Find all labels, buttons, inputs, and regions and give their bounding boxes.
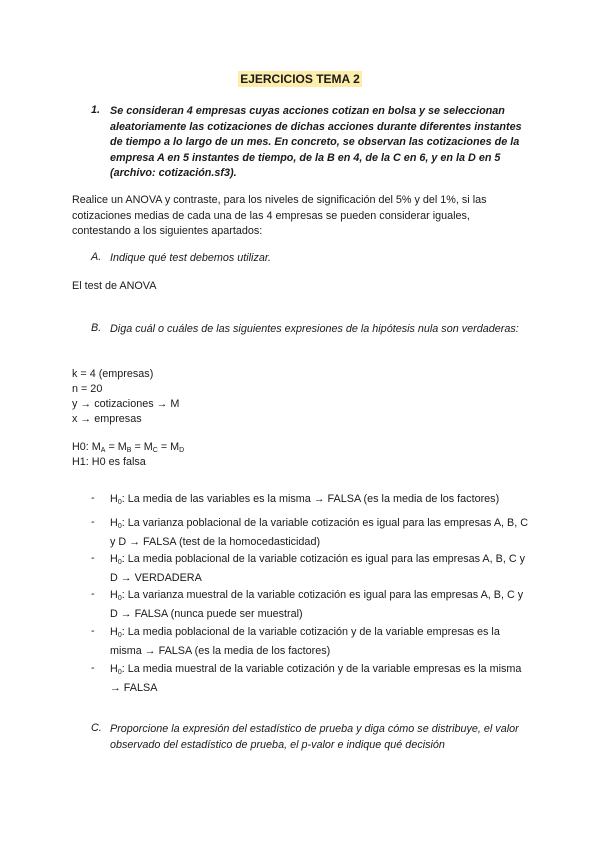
x-line: x → empresas: [72, 413, 142, 425]
n-line: n = 20: [72, 383, 103, 395]
part-a-letter: A.: [91, 251, 102, 263]
list-item: $H_0$: La media poblacional de la variable cotización es igual para las empresas A, B, C y D → VERDADERA: [110, 553, 526, 584]
list-item: $H_0$: La varianza muestral de la variable cotización es igual para las empresas A, B, C y D → FALSA (nunca puede ser muestral): [110, 589, 524, 620]
list-item: $H_0$: La varianza poblacional de la variable cotización es igual para las empresas A, B, C y D → FALSA (test de la homocedasticidad): [110, 517, 529, 548]
bullet-dash: -: [91, 588, 95, 600]
page-title: [0, 72, 600, 86]
part-b-question: Diga cuál o cuáles de las siguientes expresiones de la hipótesis nula son verdaderas:: [110, 323, 519, 335]
h0-sub-b: B: [126, 447, 132, 454]
h0-eq: = M: [105, 441, 127, 453]
question-number: 1.: [91, 104, 101, 116]
h0-sub-d: D: [179, 447, 185, 454]
h0-eq: = M: [157, 441, 180, 453]
list-item: $H_0$: La media poblacional de la variable cotización y de la variable empresas es la misma → FALSA (es la media de los factores): [110, 626, 500, 657]
h0-prefix: H0: M: [72, 441, 101, 453]
y-line: y → cotizaciones → M: [72, 398, 180, 410]
h0-sub-a: A: [100, 447, 106, 454]
h0-eq: = M: [131, 441, 153, 453]
bullet-dash: -: [91, 662, 95, 674]
title-text: EJERCICIOS TEMA 2: [240, 72, 360, 86]
part-b-letter: B.: [91, 322, 102, 334]
k-line: k = 4 (empresas): [72, 368, 154, 380]
part-a-question: Indique qué test debemos utilizar.: [110, 252, 272, 264]
part-c-question: Proporcione la expresión del estadístico de prueba y diga cómo se distribuye, el valor observado del estadístico de prueba, el p-valor e indique qué decisión: [110, 723, 519, 751]
list-item: $H_0$: La media de las variables es la misma → FALSA (es la media de los factores): [110, 493, 500, 506]
question-1-text: Se consideran 4 empresas cuyas acciones cotizan en bolsa y se seleccionan aleatoriamente las cotizaciones de dichas acciones durante diferentes instantes de tiempo a lo largo de un mes. En concreto, se observan las cotizaciones de la empresa A en 5 instantes de tiempo, de la B en 4, de la C en 6, y en la D en 5 (archivo: cotización.sf3).: [110, 105, 522, 180]
bullet-dash: -: [91, 516, 95, 528]
h0-sub-c: C: [152, 447, 158, 454]
bullet-dash: -: [91, 552, 95, 564]
list-item: $H_0$: La media muestral de la variable cotización y de la variable empresas es la misma → FALSA: [110, 663, 522, 694]
part-c-letter: C.: [91, 722, 102, 734]
h1-line: H1: H0 es falsa: [72, 456, 146, 468]
bullet-dash: -: [91, 492, 95, 504]
part-a-answer: El test de ANOVA: [72, 280, 157, 292]
bullet-dash: -: [91, 625, 95, 637]
intro-paragraph: Realice un ANOVA y contraste, para los niveles de significación del 5% y del 1%, si las cotizaciones medias de cada una de las 4 empresas se pueden considerar iguales, contestando a los siguientes apartados:: [72, 194, 487, 238]
